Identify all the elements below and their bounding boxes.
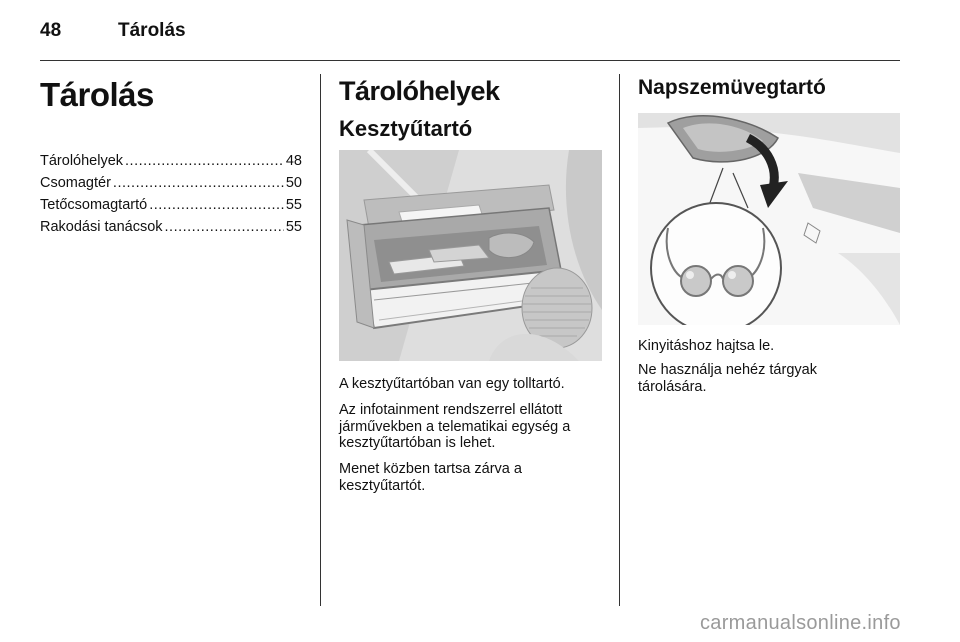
- toc-page: 48: [285, 153, 302, 169]
- toc-label: Csomagtér: [40, 175, 111, 191]
- toc-label: Tetőcsomagtartó: [40, 197, 148, 213]
- column-divider-1: [320, 74, 321, 606]
- toc-leader-dots: [125, 150, 284, 172]
- sunglasses-paragraph: Kinyitáshoz hajtsa le.: [638, 338, 775, 354]
- column-divider-2: [619, 74, 620, 606]
- toc-leader-dots: [149, 194, 284, 216]
- glovebox-paragraph: Az infotainment rendszerrel ellátott járművekben a telematikai egység a kesztyűtartóban is lehet.: [339, 402, 571, 451]
- toc-entry[interactable]: [40, 194, 302, 216]
- chapter-title: Tárolás: [40, 76, 154, 113]
- chapter-toc: [40, 150, 302, 238]
- toc-page: 55: [285, 219, 302, 235]
- toc-label: Rakodási tanácsok: [40, 219, 163, 235]
- sunglasses-holder-illustration-icon: [638, 113, 900, 325]
- toc-entry[interactable]: [40, 172, 302, 194]
- toc-entry[interactable]: [40, 150, 302, 172]
- toc-entry[interactable]: [40, 216, 302, 238]
- watermark-text: carmanualsonline.info: [700, 612, 901, 634]
- toc-page: 55: [285, 197, 302, 213]
- toc-label: Tárolóhelyek: [40, 153, 124, 169]
- glovebox-paragraph: A kesztyűtartóban van egy tolltartó.: [339, 376, 565, 392]
- section-title: Tárolóhelyek: [339, 76, 500, 106]
- glovebox-paragraph: Menet közben tartsa zárva a kesztyűtartót.: [339, 461, 522, 494]
- sunglasses-paragraph: Ne használja nehéz tárgyak tárolására.: [638, 362, 817, 395]
- toc-page: 50: [285, 175, 302, 191]
- glovebox-illustration-icon: [339, 150, 602, 361]
- header-divider: [40, 60, 900, 61]
- toc-leader-dots: [165, 216, 284, 238]
- toc-leader-dots: [113, 172, 284, 194]
- glovebox-heading: Kesztyűtartó: [339, 116, 473, 141]
- page-number: 48: [40, 20, 62, 41]
- running-header-title: Tárolás: [118, 20, 186, 41]
- sunglasses-heading: Napszemüvegtartó: [638, 76, 826, 99]
